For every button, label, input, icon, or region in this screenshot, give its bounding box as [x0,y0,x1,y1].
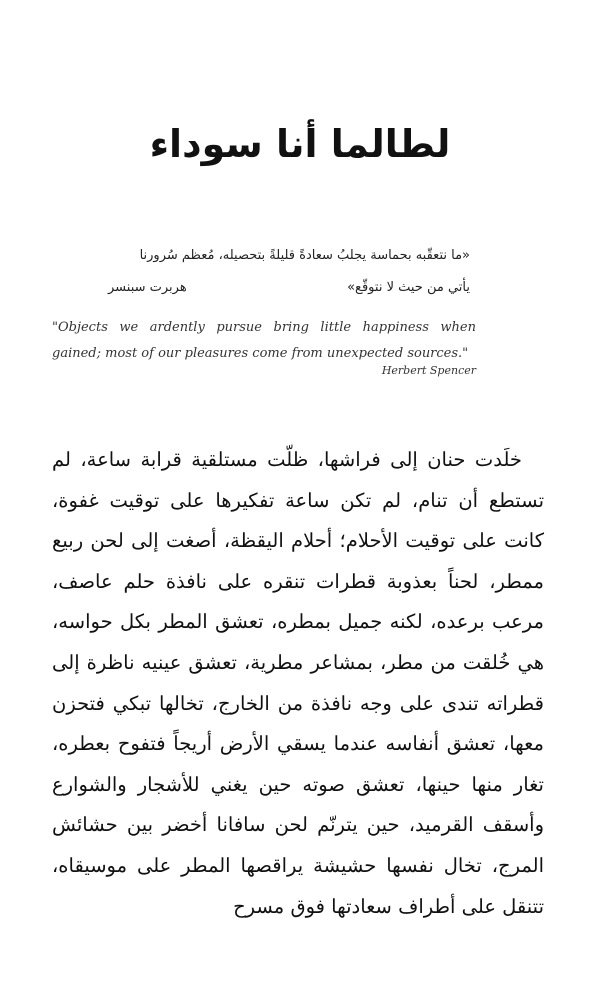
body-text [52,440,544,927]
arabic-epigraph-line-2: يأتي من حيث لا نتوقّع» [347,280,470,295]
arabic-epigraph-line-1: «ما نتعقّبه بحماسة يجلبُ سعادةً قليلةً بتحصيله، مُعظم سُرورنا [139,248,470,263]
english-epigraph-author: Herbert Spencer [381,364,476,377]
chapter-title: لطالما أنا سوداء [149,122,451,166]
arabic-epigraph [50,240,470,304]
english-epigraph [52,315,476,378]
arabic-epigraph-author: هربرت سبنسر [108,280,187,295]
english-epigraph-quote: "Objects we ardently pursue bring little happiness when gained; most of our pleasures come from unexpected sources." [52,320,476,361]
arabic-epigraph-line-2-row [50,272,470,304]
body-paragraph: خلَدت حنان إلى فراشها، ظلّت مستلقية قرابة ساعة، لم تستطع أن تنام، لم تكن ساعة تفكيرها على توقيت غفوة، كانت على توقيت الأحلام؛ أحلام اليقظة، أصغت إلى لحن ربيع ممطر، لحناً بعذوبة قطرات تنقره على نافذة حلم عاصف، مرعب برعده، لكنه جميل بمطره، تعشق المطر بكل حواسه، هي خُلقت من مطر، بمشاعر مطرية، تعشق عينيه ناظرة إلى قطراته تندى على وجه نافذة من الخارج، تخالها تبكي فتحزن معها، تعشق أنفاسه عندما يسقي الأرض أريجاً فتفوح بعطره، تغار منها حينها، تعشق صوته حين يغني للأشجار والشوارع وأسقف القرميد، حين يترنّم لحن سافانا أخضر بين حشائش المرج، تخال نفسها حشيشة يراقصها المطر على موسيقاه، تتنقل على أطراف سعادتها فوق مسرح [52,448,544,918]
